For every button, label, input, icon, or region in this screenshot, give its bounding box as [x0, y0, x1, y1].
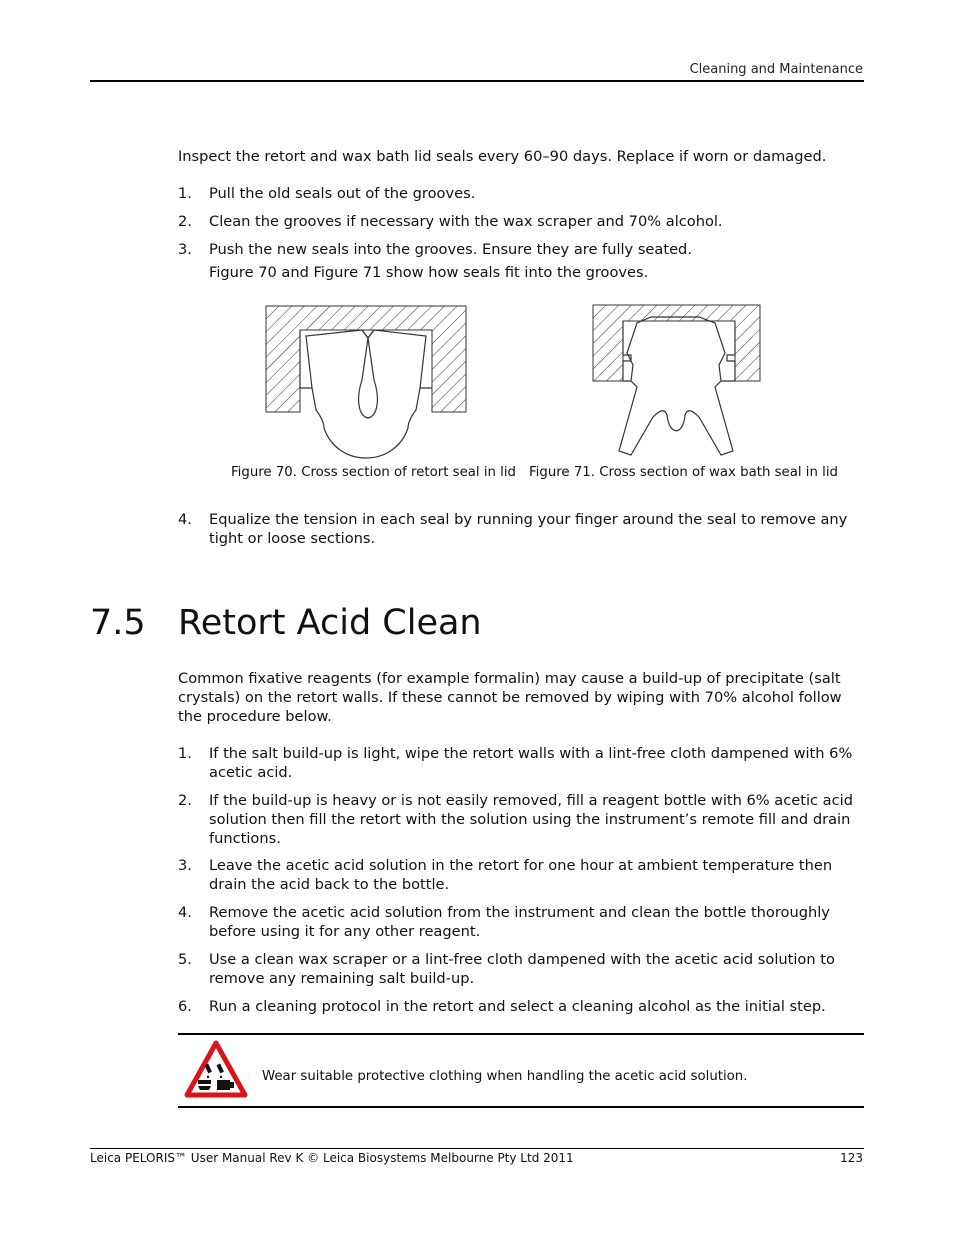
list-number: 5. — [178, 951, 192, 968]
list-number: 1. — [178, 185, 192, 202]
list-text: Push the new seals into the grooves. Ensure they are fully seated. — [209, 241, 692, 258]
figure-caption: Figure 71. Cross section of wax bath seal in lid — [529, 465, 838, 480]
corrosive-warning-icon — [184, 1040, 248, 1098]
footer-divider — [90, 1148, 864, 1149]
list-text: Remove the acetic acid solution from the instrument and clean the bottle thoroughly before using it for any other reagent. — [209, 904, 830, 940]
warning-bottom-rule — [178, 1106, 864, 1108]
list-text: Use a clean wax scraper or a lint-free cloth dampened with the acetic acid solution to remove any remaining salt build-up. — [209, 951, 835, 987]
list-number: 2. — [178, 213, 192, 230]
list-text: Pull the old seals out of the grooves. — [209, 185, 476, 202]
list-text: If the build-up is heavy or is not easily removed, fill a reagent bottle with 6% acetic acid solution then fill the retort with the solution using the instrument’s remote fill and drain functions. — [209, 792, 853, 847]
page-number: 123 — [840, 1151, 863, 1165]
running-header: Cleaning and Maintenance — [689, 62, 863, 77]
section-title: Retort Acid Clean — [178, 603, 482, 643]
footer-copyright: Leica PELORIS™ User Manual Rev K © Leica Biosystems Melbourne Pty Ltd 2011 — [90, 1151, 574, 1165]
warning-text: Wear suitable protective clothing when handling the acetic acid solution. — [262, 1069, 748, 1084]
list-text: Run a cleaning protocol in the retort and select a cleaning alcohol as the initial step. — [209, 998, 826, 1015]
retort-seal-diagram — [266, 306, 466, 458]
list-number: 3. — [178, 241, 192, 258]
list-number: 1. — [178, 745, 192, 762]
list-number: 4. — [178, 904, 192, 921]
wax-bath-seal-diagram — [593, 305, 760, 457]
list-number: 4. — [178, 511, 192, 528]
acid-intro-paragraph: Common fixative reagents (for example formalin) may cause a build-up of precipitate (salt crystals) on the retort walls. If these cannot be removed by wiping with 70% alcohol follow the procedure below. — [178, 670, 842, 725]
list-number: 6. — [178, 998, 192, 1015]
figure-caption: Figure 70. Cross section of retort seal in lid — [231, 465, 516, 480]
warning-top-rule — [178, 1033, 864, 1035]
list-text: If the salt build-up is light, wipe the retort walls with a lint-free cloth dampened with 6% acetic acid. — [209, 745, 853, 781]
list-text: Clean the grooves if necessary with the wax scraper and 70% alcohol. — [209, 213, 723, 230]
figure-reference-note: Figure 70 and Figure 71 show how seals fit into the grooves. — [209, 264, 649, 281]
section-number: 7.5 — [90, 603, 146, 643]
list-number: 3. — [178, 857, 192, 874]
list-text: Equalize the tension in each seal by running your finger around the seal to remove any tight or loose sections. — [209, 511, 848, 547]
list-number: 2. — [178, 792, 192, 809]
list-text: Leave the acetic acid solution in the retort for one hour at ambient temperature then drain the acid back to the bottle. — [209, 857, 833, 893]
intro-paragraph: Inspect the retort and wax bath lid seals every 60–90 days. Replace if worn or damaged. — [178, 148, 827, 165]
header-divider — [90, 80, 864, 82]
